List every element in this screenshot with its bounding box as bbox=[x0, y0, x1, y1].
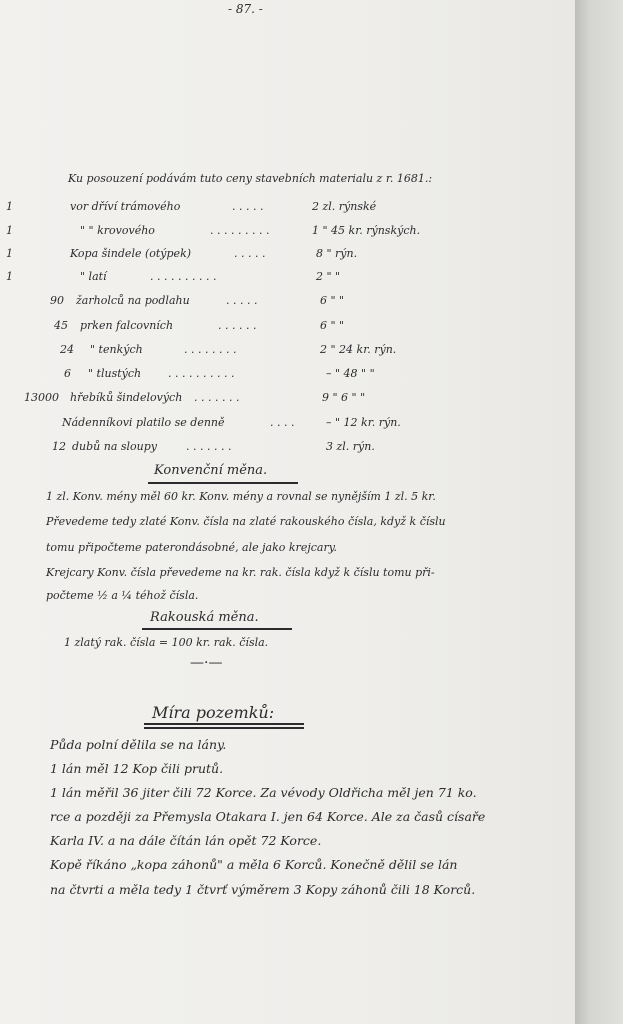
heading-underline bbox=[144, 723, 304, 725]
price-value: 1 " 45 kr. rýnských. bbox=[312, 224, 421, 237]
heading-konvencni-mena: Konvenční měna. bbox=[154, 463, 268, 478]
price-item: " " krovového bbox=[80, 224, 155, 237]
rak-line: 1 zlatý rak. čísla = 100 kr. rak. čísla. bbox=[64, 636, 269, 649]
price-item: " tenkých bbox=[90, 343, 143, 356]
price-qty: 90 bbox=[50, 294, 64, 307]
price-item: prken falcovních bbox=[80, 319, 174, 332]
price-item: Kopa šindele (otýpek) bbox=[70, 247, 192, 260]
konv-line: Krejcary Konv. čísla převedeme na kr. rak. čísla když k číslu tomu při- bbox=[46, 566, 435, 579]
konv-line: 1 zl. Konv. mény měl 60 kr. Konv. mény a rovnal se nynějším 1 zl. 5 kr. bbox=[46, 490, 436, 503]
price-dots: . . . . . . . . . . bbox=[150, 270, 217, 283]
price-dots: . . . . . bbox=[232, 200, 264, 213]
heading-mira-pozemku: Míra pozemků: bbox=[152, 703, 275, 722]
mira-line: na čtvrti a měla tedy 1 čtvrť výměrem 3 Kopy záhonů čili 18 Korců. bbox=[50, 882, 476, 897]
price-dots: . . . . . . . . . . bbox=[168, 367, 235, 380]
price-dots: . . . . bbox=[270, 416, 295, 429]
price-value: 2 " " bbox=[316, 270, 341, 283]
price-item: dubů na sloupy bbox=[72, 440, 158, 453]
konv-line: Převedeme tedy zlaté Konv. čísla na zlaté rakouského čísla, když k číslu bbox=[46, 515, 446, 528]
price-value: 2 " 24 kr. rýn. bbox=[320, 343, 397, 356]
mira-line: 1 lán měl 12 Kop čili prutů. bbox=[50, 761, 224, 776]
price-qty: 24 bbox=[60, 343, 74, 356]
price-qty: 1 bbox=[6, 224, 13, 237]
intro-line: Ku posouzení podávám tuto ceny stavebních materialu z r. 1681.: bbox=[68, 172, 433, 185]
price-qty: 1 bbox=[6, 200, 13, 213]
price-qty: 45 bbox=[54, 319, 68, 332]
price-value: 8 " rýn. bbox=[316, 247, 358, 260]
price-dots: . . . . . . . . bbox=[184, 343, 237, 356]
price-value: 2 zl. rýnské bbox=[312, 200, 377, 213]
heading-rakouska-mena: Rakouská měna. bbox=[150, 610, 259, 625]
mira-line: Půda polní dělila se na lány. bbox=[50, 737, 227, 752]
price-item: Nádenníkovi platilo se denně bbox=[62, 416, 225, 429]
price-qty: 1 bbox=[6, 247, 13, 260]
separator: —·— bbox=[190, 655, 223, 671]
mira-line: Kopě říkáno „kopa záhonů" a měla 6 Korců. Konečně dělil se lán bbox=[50, 857, 458, 872]
price-value: 3 zl. rýn. bbox=[326, 440, 375, 453]
price-item: " tlustých bbox=[88, 367, 142, 380]
heading-underline bbox=[148, 482, 298, 484]
price-dots: . . . . . . . bbox=[194, 391, 240, 404]
konv-line: počteme ½ a ¼ téhož čísla. bbox=[46, 589, 199, 602]
price-qty: 12 bbox=[52, 440, 66, 453]
page-number: - 87. - bbox=[228, 2, 263, 16]
price-qty: 1 bbox=[6, 270, 13, 283]
price-item: hřebíků šindelových bbox=[70, 391, 183, 404]
konv-line: tomu připočteme paterondásobné, ale jako krejcary. bbox=[46, 541, 337, 554]
heading-underline bbox=[144, 727, 304, 729]
price-value: 9 " 6 " " bbox=[322, 391, 366, 404]
price-dots: . . . . . . . . . bbox=[210, 224, 270, 237]
price-item: žarholců na podlahu bbox=[76, 294, 190, 307]
price-dots: . . . . . bbox=[226, 294, 258, 307]
mira-line: rce a později za Přemysla Otakara I. jen 64 Korce. Ale za časů císaře bbox=[50, 809, 486, 824]
page-edge bbox=[575, 0, 623, 1024]
price-qty: 13000 bbox=[24, 391, 59, 404]
price-item: vor dříví trámového bbox=[70, 200, 181, 213]
price-dots: . . . . . . bbox=[218, 319, 257, 332]
price-value: – " 48 " " bbox=[326, 367, 375, 380]
price-value: – " 12 kr. rýn. bbox=[326, 416, 401, 429]
price-value: 6 " " bbox=[320, 319, 345, 332]
price-item: " latí bbox=[80, 270, 107, 283]
price-qty: 6 bbox=[64, 367, 71, 380]
mira-line: 1 lán měřil 36 jiter čili 72 Korce. Za vévody Oldřicha měl jen 71 ko. bbox=[50, 785, 477, 800]
mira-line: Karla IV. a na dále čítán lán opět 72 Korce. bbox=[50, 833, 322, 848]
price-dots: . . . . . bbox=[234, 247, 266, 260]
price-dots: . . . . . . . bbox=[186, 440, 232, 453]
price-value: 6 " " bbox=[320, 294, 345, 307]
heading-underline bbox=[142, 628, 292, 630]
